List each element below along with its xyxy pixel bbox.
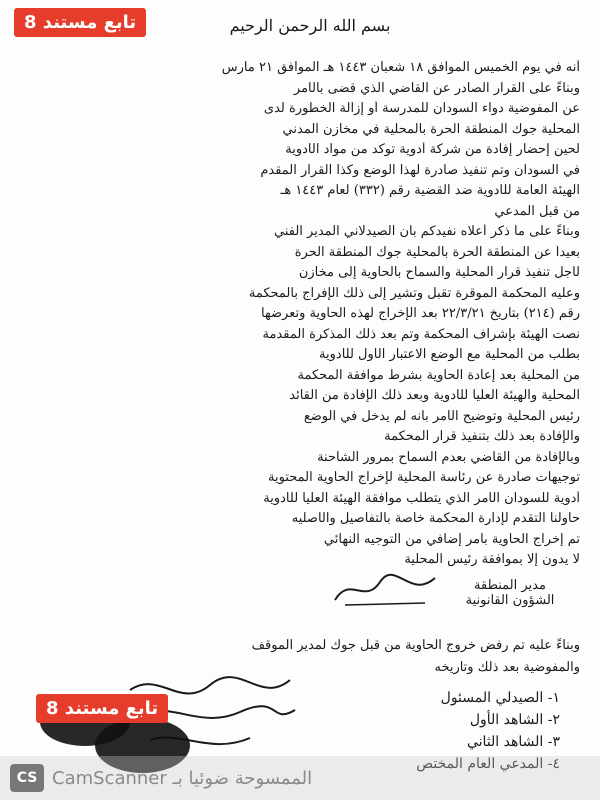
camscanner-logo: CS xyxy=(10,764,44,792)
basmala-heading: بسم الله الرحمن الرحيم xyxy=(229,16,391,35)
handwritten-line: توجيهات صادرة عن رئاسة المحلية لإخراج الحاوية المحتوية xyxy=(268,470,580,485)
handwritten-line: في السودان وتم تنفيذ صادرة لهذا الوضع وكذا القرار المقدم xyxy=(260,162,580,178)
signatory-name: مدير المنطقة xyxy=(474,578,546,593)
handwritten-line: المحلية والهيئة العليا للأدوية وبعد ذلك الإفادة من القائد xyxy=(289,388,580,403)
handwritten-line: تم إخراج الحاوية بأمر إضافي من التوجيه النهائي xyxy=(323,531,580,547)
handwritten-line: من قبل المدعي xyxy=(494,203,580,219)
camscanner-watermark xyxy=(0,756,600,800)
handwritten-line: أدوية للسودان الأمر الذي يتطلب موافقة الهيئة العليا للأدوية xyxy=(263,490,580,506)
handwritten-line: رئيس المحلية وتوضيح الأمر بأنه لم يدخل في الوضع xyxy=(303,408,580,424)
handwritten-line: عن المفوضية دواء السودان للمدرسة أو إزالة الخطورة لدى xyxy=(263,101,580,116)
handwritten-line: المحلية جوك المنطقة الحرة بالمحلية في مخازن المدني xyxy=(282,121,580,137)
handwritten-line: من المحلية بعد إعادة الحاوية بشرط موافقة المحكمة xyxy=(297,367,580,383)
handwritten-line: بعيداً عن المنطقة الحرة بالمحلية جوك المنطقة الحرة xyxy=(294,244,580,260)
handwritten-line: بطلب من المحلية مع الوضع الاعتبار الأول للأدوية xyxy=(319,347,580,362)
list-item: ٤- المدعي العام المختص xyxy=(416,756,560,772)
list-item: ٢- الشاهد الأول xyxy=(469,712,560,728)
handwritten-line: نصت الهيئة بإشراف المحكمة وتم بعد ذلك المذكرة المقدمة xyxy=(262,326,580,342)
document-label-top: تابع مستند 8 xyxy=(14,8,146,37)
signatory-block xyxy=(430,578,590,608)
handwritten-line: حاولنا التقدم لإدارة المحكمة خاصة بالتفاصيل والأصليه xyxy=(291,511,580,526)
handwritten-line: لحين إحضار إفادة من شركة أدوية توكد من مواد الأدوية xyxy=(285,142,580,157)
handwritten-line: والإفادة بعد ذلك بتنفيذ قرار المحكمة xyxy=(384,429,580,444)
handwritten-line: وعليه المحكمة الموقرة تقبل وتشير إلى ذلك الإفراج بالمحكمة xyxy=(248,285,580,301)
handwritten-line: أنه في يوم الخميس الموافق ١٨ شعبان ١٤٤٣ هـ الموافق ٢١ مارس xyxy=(221,60,580,75)
handwritten-line: لأجل تنفيذ قرار المحلية والسماح بالحاوية إلى مخازن xyxy=(298,265,580,280)
handwritten-line: وبناءً على ما ذكر أعلاه نفيدكم بأن الصيدلاني المدير الفني xyxy=(274,224,580,239)
signatory-department: الشؤون القانونية xyxy=(465,593,555,608)
signature-mark xyxy=(330,570,440,610)
camscanner-text: الممسوحة ضوئيا بـ CamScanner xyxy=(52,767,313,789)
closing-line-1: وبناءً عليه تم رفض خروج الحاوية من قبل جوك لمدير الموقف xyxy=(251,638,580,653)
handwritten-line: وبالإفادة من القاضي بعدم السماح بمرور الشاحنة xyxy=(317,449,580,465)
closing-line-2: والمفوضية بعد ذلك وتاريخه xyxy=(434,660,580,675)
document-label-bottom: تابع مستند 8 xyxy=(36,694,168,723)
list-item: ١- الصيدلي المسئول xyxy=(440,690,560,706)
handwritten-line: الهيئة العامة للأدوية ضد القضية رقم (٣٣٢) لعام ١٤٤٣ هـ xyxy=(280,183,580,198)
handwritten-line: رقم (٢١٤) بتاريخ ٢٢/٣/٢١ بعد الإخراج لهذه الحاوية وتعرضها xyxy=(261,306,580,321)
list-item: ٣- الشاهد الثاني xyxy=(466,734,560,750)
handwritten-line: وبناءً على القرار الصادر عن القاضي الذي قضى بالأمر xyxy=(293,80,580,96)
handwritten-line: لا يدون إلا بموافقة رئيس المحلية xyxy=(404,552,580,567)
